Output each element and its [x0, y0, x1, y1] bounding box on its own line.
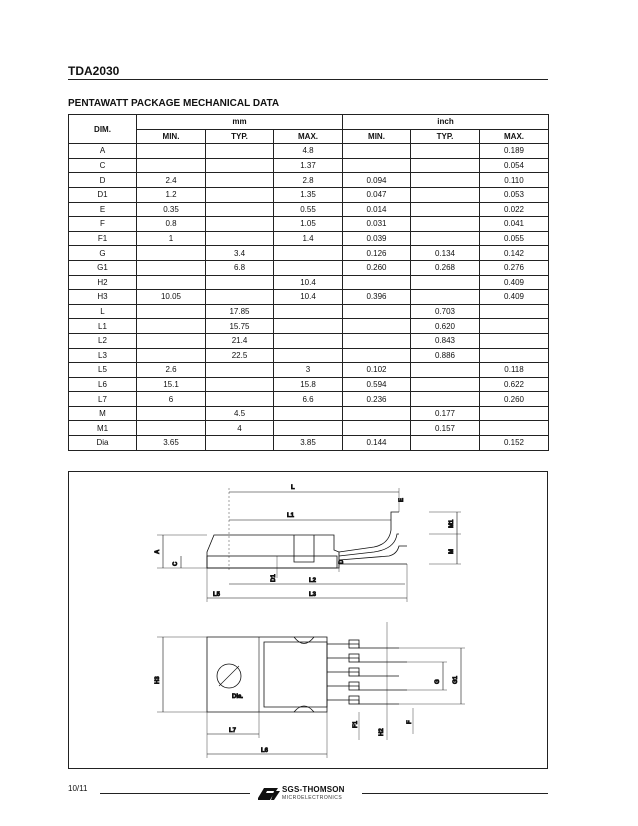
value-cell: [343, 144, 411, 159]
value-cell: 0.396: [343, 290, 411, 305]
subheader-cell: MAX.: [274, 129, 343, 144]
value-cell: 15.75: [206, 319, 274, 334]
package-drawing-svg: [69, 472, 547, 768]
dim-cell: L: [69, 304, 137, 319]
footer-rule-right: [362, 793, 548, 794]
value-cell: 0.152: [480, 436, 549, 451]
dim-label-L2: L2: [309, 578, 317, 584]
value-cell: [274, 319, 343, 334]
value-cell: [343, 319, 411, 334]
dim-cell: L6: [69, 377, 137, 392]
table-row: [69, 260, 549, 275]
subheader-cell: TYP.: [411, 129, 480, 144]
value-cell: [206, 377, 274, 392]
subheader-cell: MIN.: [137, 129, 206, 144]
value-cell: [411, 436, 480, 451]
value-cell: 0.110: [480, 173, 549, 188]
value-cell: 0.35: [137, 202, 206, 217]
table-row: [69, 173, 549, 188]
value-cell: 0.409: [480, 290, 549, 305]
top-view-body: [264, 642, 327, 707]
table-row: [69, 363, 549, 378]
top-view-outline: [207, 637, 327, 712]
value-cell: 10.4: [274, 290, 343, 305]
value-cell: [137, 304, 206, 319]
table-body: [69, 144, 549, 450]
value-cell: [206, 363, 274, 378]
value-cell: [480, 304, 549, 319]
dim-label-D: D: [339, 559, 345, 564]
table-row: [69, 202, 549, 217]
value-cell: [480, 333, 549, 348]
subheader-cell: MAX.: [480, 129, 549, 144]
value-cell: 0.236: [343, 392, 411, 407]
side-view: [157, 488, 461, 602]
dim-label-E: E: [399, 497, 405, 502]
value-cell: [206, 202, 274, 217]
dim-label-L7: L7: [229, 728, 237, 734]
dim-label-G: G: [435, 679, 441, 684]
dim-label-L3: L3: [309, 592, 317, 598]
value-cell: 3.85: [274, 436, 343, 451]
dim-label-L1: L1: [287, 513, 295, 519]
value-cell: 3: [274, 363, 343, 378]
value-cell: [206, 392, 274, 407]
subheader-cell: MIN.: [343, 129, 411, 144]
dim-cell: G: [69, 246, 137, 261]
value-cell: [411, 187, 480, 202]
value-cell: [411, 202, 480, 217]
value-cell: 0.886: [411, 348, 480, 363]
dim-label-G1: G1: [453, 675, 459, 684]
value-cell: [411, 275, 480, 290]
value-cell: 0.8: [137, 217, 206, 232]
dim-cell: L3: [69, 348, 137, 363]
value-cell: [137, 348, 206, 363]
value-cell: 1.35: [274, 187, 343, 202]
table-row: [69, 144, 549, 159]
value-cell: [206, 187, 274, 202]
value-cell: [411, 363, 480, 378]
value-cell: [411, 392, 480, 407]
value-cell: [206, 217, 274, 232]
value-cell: [137, 144, 206, 159]
value-cell: [411, 231, 480, 246]
value-cell: [137, 319, 206, 334]
value-cell: 0.177: [411, 406, 480, 421]
value-cell: 0.102: [343, 363, 411, 378]
document-title: TDA2030: [68, 64, 120, 78]
dim-cell: H3: [69, 290, 137, 305]
value-cell: 21.4: [206, 333, 274, 348]
value-cell: 0.260: [343, 260, 411, 275]
footer-rule-left: [100, 793, 250, 794]
value-cell: 2.4: [137, 173, 206, 188]
dim-header: DIM.: [69, 115, 137, 144]
dim-label-M: M: [449, 549, 455, 554]
package-drawing: [68, 471, 548, 769]
value-cell: [137, 275, 206, 290]
value-cell: 1.4: [274, 231, 343, 246]
value-cell: 0.620: [411, 319, 480, 334]
value-cell: [274, 406, 343, 421]
value-cell: [206, 173, 274, 188]
section-title: PENTAWATT PACKAGE MECHANICAL DATA: [68, 98, 280, 109]
table-row: [69, 246, 549, 261]
value-cell: [343, 348, 411, 363]
value-cell: 6: [137, 392, 206, 407]
dim-cell: C: [69, 158, 137, 173]
dim-cell: A: [69, 144, 137, 159]
value-cell: 1.05: [274, 217, 343, 232]
value-cell: 2.6: [137, 363, 206, 378]
value-cell: 1.37: [274, 158, 343, 173]
inch-group-header: inch: [343, 115, 549, 130]
value-cell: [343, 275, 411, 290]
table-row: [69, 275, 549, 290]
dim-label-H3: H3: [155, 676, 161, 684]
value-cell: 0.594: [343, 377, 411, 392]
value-cell: 0.047: [343, 187, 411, 202]
value-cell: 15.1: [137, 377, 206, 392]
value-cell: 3.4: [206, 246, 274, 261]
value-cell: 4.5: [206, 406, 274, 421]
table-row: [69, 421, 549, 436]
value-cell: 0.55: [274, 202, 343, 217]
pin-5: [327, 700, 399, 704]
subheader-row: [69, 129, 549, 144]
value-cell: 2.8: [274, 173, 343, 188]
top-view: [157, 622, 465, 758]
value-cell: [411, 377, 480, 392]
value-cell: [343, 333, 411, 348]
value-cell: [343, 406, 411, 421]
mm-group-header: mm: [137, 115, 343, 130]
value-cell: 22.5: [206, 348, 274, 363]
dim-cell: F: [69, 217, 137, 232]
value-cell: 0.022: [480, 202, 549, 217]
value-cell: 1.2: [137, 187, 206, 202]
dim-label-D1: D1: [271, 574, 277, 582]
dim-cell: Dia: [69, 436, 137, 451]
value-cell: 15.8: [274, 377, 343, 392]
table-row: [69, 290, 549, 305]
value-cell: 4.8: [274, 144, 343, 159]
side-view-body: [207, 535, 339, 568]
header-rule: [68, 79, 548, 80]
value-cell: 6.6: [274, 392, 343, 407]
value-cell: 0.118: [480, 363, 549, 378]
pin-2: [327, 658, 407, 662]
value-cell: 0.703: [411, 304, 480, 319]
dim-cell: L1: [69, 319, 137, 334]
brand-name: SGS-THOMSON: [282, 785, 345, 794]
value-cell: 3.65: [137, 436, 206, 451]
value-cell: 0.055: [480, 231, 549, 246]
value-cell: [206, 275, 274, 290]
value-cell: 0.041: [480, 217, 549, 232]
value-cell: [411, 217, 480, 232]
subheader-cell: TYP.: [206, 129, 274, 144]
value-cell: [137, 260, 206, 275]
value-cell: 0.014: [343, 202, 411, 217]
value-cell: [343, 304, 411, 319]
dim-label-A: A: [155, 549, 161, 554]
value-cell: [137, 246, 206, 261]
value-cell: 0.039: [343, 231, 411, 246]
table-row: [69, 333, 549, 348]
value-cell: [411, 144, 480, 159]
value-cell: [206, 290, 274, 305]
value-cell: 0.142: [480, 246, 549, 261]
dim-cell: L2: [69, 333, 137, 348]
brand-subtitle: MICROELECTRONICS: [282, 795, 343, 801]
dim-label-Dia: Dia.: [232, 694, 244, 700]
value-cell: [206, 144, 274, 159]
value-cell: [137, 406, 206, 421]
value-cell: [411, 290, 480, 305]
value-cell: 0.622: [480, 377, 549, 392]
dim-label-H2: H2: [379, 728, 385, 736]
table-row: [69, 406, 549, 421]
value-cell: [480, 406, 549, 421]
value-cell: 0.843: [411, 333, 480, 348]
value-cell: [206, 436, 274, 451]
value-cell: [137, 421, 206, 436]
value-cell: 0.157: [411, 421, 480, 436]
value-cell: [274, 421, 343, 436]
value-cell: 10.05: [137, 290, 206, 305]
upper-lead-inner: [339, 534, 399, 556]
value-cell: [274, 304, 343, 319]
value-cell: [274, 333, 343, 348]
dim-cell: L7: [69, 392, 137, 407]
table-row: [69, 436, 549, 451]
dim-label-L: L: [291, 485, 295, 491]
dim-label-L5: L5: [213, 592, 221, 598]
page-number: 10/11: [68, 784, 88, 793]
value-cell: [480, 421, 549, 436]
dim-cell: G1: [69, 260, 137, 275]
value-cell: 17.85: [206, 304, 274, 319]
dim-label-F1: F1: [353, 720, 359, 728]
table-row: [69, 319, 549, 334]
dim-cell: H2: [69, 275, 137, 290]
value-cell: 0.144: [343, 436, 411, 451]
pin-1: [327, 644, 399, 648]
lower-lead: [339, 546, 407, 560]
dim-cell: L5: [69, 363, 137, 378]
value-cell: [206, 158, 274, 173]
table-row: [69, 377, 549, 392]
value-cell: [274, 348, 343, 363]
dim-label-F: F: [407, 720, 413, 724]
value-cell: 6.8: [206, 260, 274, 275]
top-notch: [294, 637, 314, 644]
value-cell: [274, 246, 343, 261]
value-cell: 0.134: [411, 246, 480, 261]
value-cell: 0.126: [343, 246, 411, 261]
dim-cell: M: [69, 406, 137, 421]
dim-cell: D1: [69, 187, 137, 202]
pin-4: [327, 686, 407, 690]
value-cell: [480, 319, 549, 334]
value-cell: [411, 158, 480, 173]
value-cell: 0.054: [480, 158, 549, 173]
value-cell: [137, 333, 206, 348]
value-cell: 0.409: [480, 275, 549, 290]
table-row: [69, 231, 549, 246]
value-cell: 0.031: [343, 217, 411, 232]
value-cell: [206, 231, 274, 246]
table-row: [69, 304, 549, 319]
value-cell: 0.260: [480, 392, 549, 407]
value-cell: 0.094: [343, 173, 411, 188]
dim-cell: E: [69, 202, 137, 217]
table-row: [69, 392, 549, 407]
value-cell: 1: [137, 231, 206, 246]
value-cell: 10.4: [274, 275, 343, 290]
value-cell: [137, 158, 206, 173]
table-row: [69, 187, 549, 202]
dim-label-L6: L6: [261, 748, 269, 754]
dim-cell: F1: [69, 231, 137, 246]
side-view-notch: [294, 535, 314, 562]
table-row: [69, 348, 549, 363]
value-cell: [343, 421, 411, 436]
dim-cell: D: [69, 173, 137, 188]
value-cell: [411, 173, 480, 188]
value-cell: [274, 260, 343, 275]
mechanical-data-table: [68, 114, 549, 451]
value-cell: 4: [206, 421, 274, 436]
side-view-base: [207, 556, 337, 568]
value-cell: [343, 158, 411, 173]
pin-3: [327, 672, 399, 676]
value-cell: 0.053: [480, 187, 549, 202]
value-cell: 0.268: [411, 260, 480, 275]
value-cell: 0.189: [480, 144, 549, 159]
dim-label-M1: M1: [449, 519, 455, 528]
table-row: [69, 217, 549, 232]
value-cell: 0.276: [480, 260, 549, 275]
dim-label-C: C: [173, 561, 179, 566]
dim-cell: M1: [69, 421, 137, 436]
value-cell: [480, 348, 549, 363]
table-row: [69, 158, 549, 173]
